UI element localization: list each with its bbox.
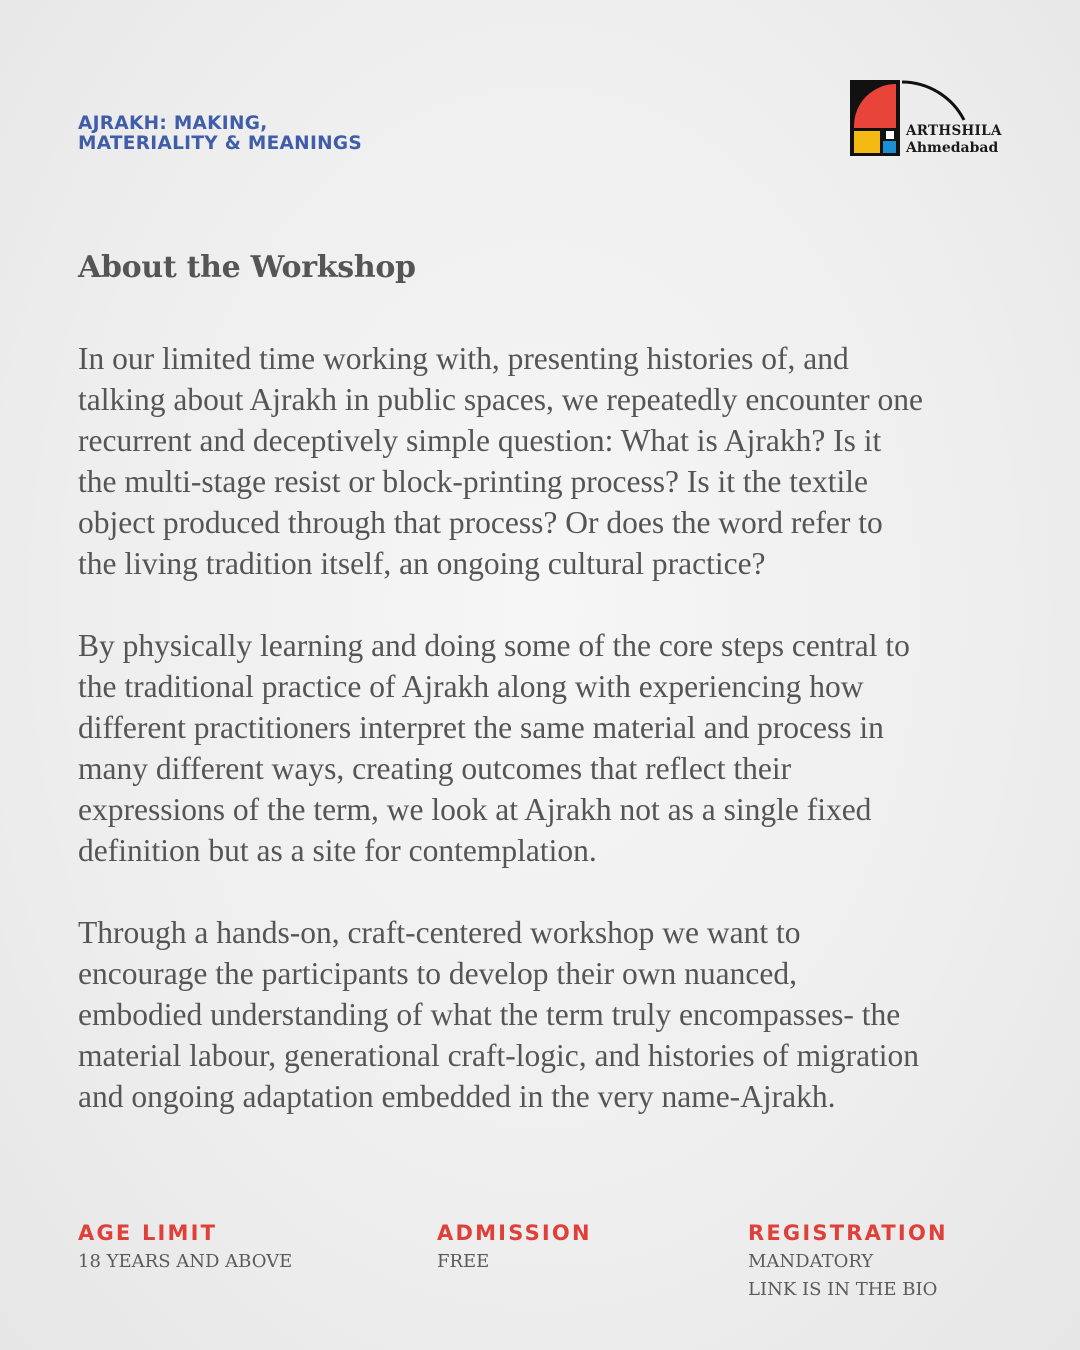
paragraph-line: material labour, generational craft-logic, and histories of migration — [78, 1038, 920, 1073]
paragraph-line: talking about Ajrakh in public spaces, we repeatedly encounter one — [78, 382, 923, 417]
registration-label: REGISTRATION — [748, 1221, 948, 1245]
age-limit-value: 18 YEARS AND ABOVE — [78, 1251, 293, 1272]
paragraph-line: the multi-stage resist or block-printing process? Is it the textile — [78, 464, 868, 499]
paragraph-2 — [78, 625, 910, 871]
paragraph-line: definition but as a site for contemplation. — [78, 833, 597, 868]
paragraph-line: the living tradition itself, an ongoing cultural practice? — [78, 546, 766, 581]
paragraph-line: object produced through that process? Or does the word refer to — [78, 505, 883, 540]
series-title-line-1: AJRAKH: MAKING, — [78, 113, 268, 134]
registration-value: MANDATORY — [748, 1251, 874, 1272]
admission-label: ADMISSION — [437, 1221, 592, 1245]
paragraph-line: By physically learning and doing some of the core steps central to — [78, 628, 910, 663]
paragraph-line: recurrent and deceptively simple question: What is Ajrakh? Is it — [78, 423, 882, 458]
registration-link-note: LINK IS IN THE BIO — [748, 1279, 938, 1300]
paragraph-line: and ongoing adaptation embedded in the very name-Ajrakh. — [78, 1079, 836, 1114]
admission-info — [437, 1220, 592, 1276]
paragraph-line: Through a hands-on, craft-centered workshop we want to — [78, 915, 801, 950]
series-title — [78, 114, 362, 154]
paragraph-line: embodied understanding of what the term truly encompasses- the — [78, 997, 901, 1032]
age-limit-label: AGE LIMIT — [78, 1221, 218, 1245]
paragraph-line: many different ways, creating outcomes that reflect their — [78, 751, 792, 786]
admission-value: FREE — [437, 1251, 490, 1272]
series-title-line-2: MATERIALITY & MEANINGS — [78, 133, 363, 154]
paragraph-line: expressions of the term, we look at Ajrakh not as a single fixed — [78, 792, 872, 827]
paragraph-line: the traditional practice of Ajrakh along with experiencing how — [78, 669, 864, 704]
registration-info — [748, 1220, 948, 1304]
logo-city: Ahmedabad — [906, 140, 999, 156]
paragraph-1 — [78, 338, 923, 584]
section-heading: About the Workshop — [78, 250, 416, 285]
logo-name: ARTHSHILA — [906, 123, 1002, 139]
age-limit-info — [78, 1220, 292, 1276]
paragraph-line: In our limited time working with, presenting histories of, and — [78, 341, 849, 376]
paragraph-line: different practitioners interpret the same material and process in — [78, 710, 884, 745]
paragraph-3 — [78, 912, 919, 1117]
paragraph-line: encourage the participants to develop their own nuanced, — [78, 956, 797, 991]
